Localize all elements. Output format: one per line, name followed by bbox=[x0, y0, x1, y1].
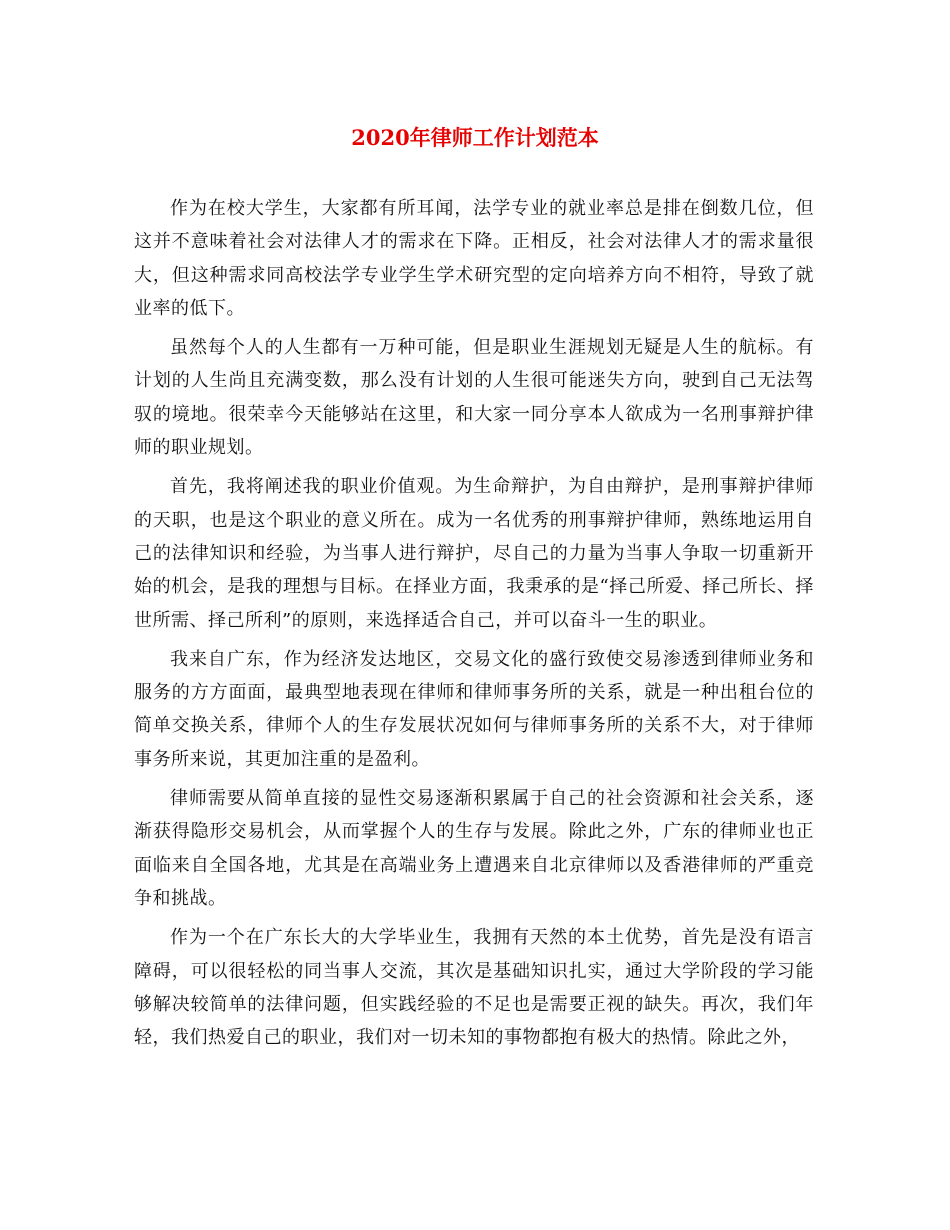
document-title: 2020年律师工作计划范本 bbox=[351, 125, 599, 150]
paragraph: 作为在校大学生，大家都有所耳闻，法学专业的就业率总是排在倒数几位，但这并不意味着社会对法律人才的需求在下降。正相反，社会对法律人才的需求量很大，但这种需求同高校法学专业学生学术研究型的定向培养方向不相符，导致了就业率的低下。 bbox=[134, 198, 814, 319]
paragraph: 首先，我将阐述我的职业价值观。为生命辩护，为自由辩护，是刑事辩护律师的天职，也是这个职业的意义所在。成为一名优秀的刑事辩护律师，熟练地运用自己的法律知识和经验，为当事人进行辩护，尽自己的力量为当事人争取一切重新开始的机会，是我的理想与目标。在择业方面，我秉承的是“择己所爱、择己所长、择世所需、择己所利”的原则，来选择适合自己，并可以奋斗一生的职业。 bbox=[134, 476, 814, 631]
paragraph: 我来自广东，作为经济发达地区，交易文化的盛行致使交易渗透到律师业务和服务的方方面面，最典型地表现在律师和律师事务所的关系，就是一种出租台位的简单交换关系，律师个人的生存发展状况如何与律师事务所的关系不大，对于律师事务所来说，其更加注重的是盈利。 bbox=[134, 648, 814, 770]
paragraph: 作为一个在广东长大的大学毕业生，我拥有天然的本土优势，首先是没有语言障碍，可以很轻松的同当事人交流，其次是基础知识扎实，通过大学阶段的学习能够解决较简单的法律问题，但实践经验的不足也是需要正视的缺失。再次，我们年轻，我们热爱自己的职业，我们对一切未知的事物都抱有极大的热情。除此之外， bbox=[134, 927, 814, 1049]
document-body bbox=[134, 192, 814, 1060]
paragraph: 虽然每个人的人生都有一万种可能，但是职业生涯规划无疑是人生的航标。有计划的人生尚且充满变数，那么没有计划的人生很可能迷失方向，驶到自己无法驾驭的境地。很荣幸今天能够站在这里，和大家一同分享本人欲成为一名刑事辩护律师的职业规划。 bbox=[134, 337, 814, 459]
paragraph: 律师需要从简单直接的显性交易逐渐积累属于自己的社会资源和社会关系，逐渐获得隐形交易机会，从而掌握个人的生存与发展。除此之外，广东的律师业也正面临来自全国各地，尤其是在高端业务上遭遇来自北京律师以及香港律师的严重竞争和挑战。 bbox=[134, 788, 814, 909]
